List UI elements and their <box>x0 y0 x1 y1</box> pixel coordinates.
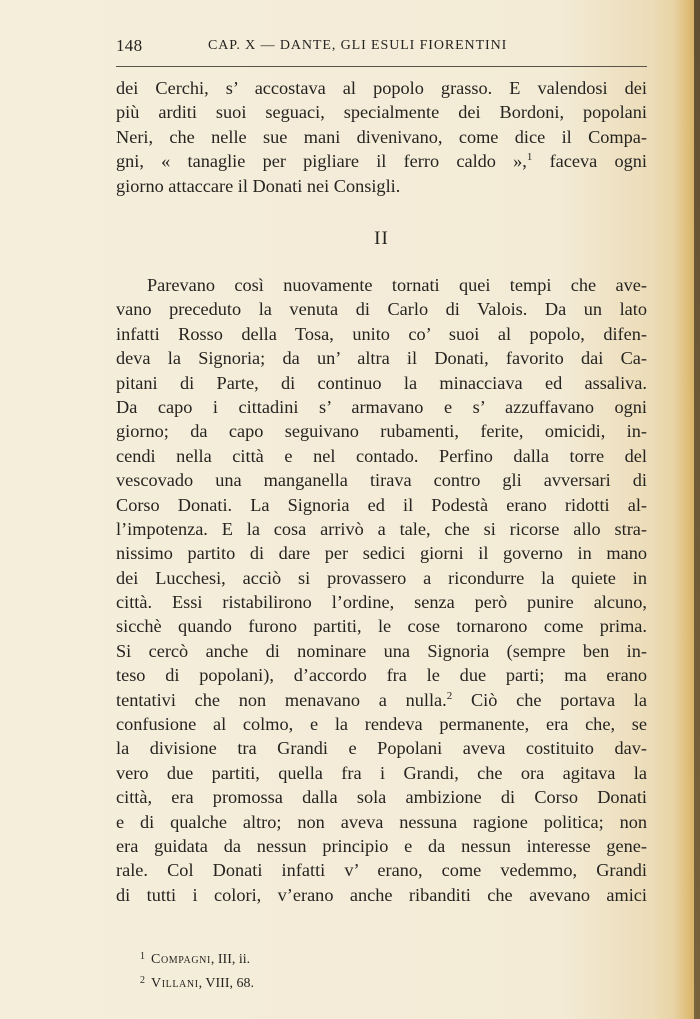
text-line: la divisione tra Grandi e Popolani aveva costituito dav- <box>116 738 647 759</box>
text-line-with-footnote-ref <box>116 149 647 173</box>
footnote <box>140 946 254 970</box>
text-line: di tutti i colori, v’erano anche ribanditi che avevano amici <box>116 884 647 905</box>
text-line: teso di popolani), d’accordo fra le due parti; ma erano <box>116 665 647 686</box>
text-line: e di qualche altro; non aveva nessuna ragione politica; non <box>116 811 647 832</box>
text-line: Da capo i cittadini s’ armavano e s’ azzuffavano ogni <box>116 396 647 417</box>
text-line-with-footnote-ref <box>116 688 647 712</box>
text-line: vescovado una manganella tirava contro gli avversari di <box>116 470 647 491</box>
text-line: pitani di Parte, di continuo la minacciava ed assaliva. <box>116 372 647 393</box>
text-line: rale. Col Donati infatti v’ erano, come vedemmo, Grandi <box>116 860 647 881</box>
text-line: più arditi suoi seguaci, specialmente dei Bordoni, popolani <box>116 102 647 123</box>
text-line: giorno; da capo seguivano rubamenti, ferite, omicidi, in- <box>116 421 647 442</box>
page-edge <box>694 0 700 1019</box>
text-line: dei Lucchesi, acciò si provassero a ricondurre la quiete in <box>116 567 647 588</box>
header-rule <box>116 66 647 67</box>
text-line: l’impotenza. E la cosa arrivò a tale, che si ricorse allo stra- <box>116 518 647 539</box>
footnote-mark: 1 <box>140 951 145 962</box>
text-line: era guidata da nessun principio e da nessun interesse gene- <box>116 835 647 856</box>
footnotes <box>140 946 254 994</box>
footnote-reference: , III, ii. <box>210 952 251 967</box>
text-line: cendi nella città e nel contado. Perfino dalla torre del <box>116 445 647 466</box>
text-line: dei Cerchi, s’ accostava al popolo grasso. E valendosi dei <box>116 78 647 98</box>
text-line: città. Essi ristabilirono l’ordine, senza però punire alcuno, <box>116 592 647 613</box>
text-segment: gni, « tanaglie per pigliare il ferro caldo », <box>116 151 527 172</box>
text-line: vero due partiti, quella fra i Grandi, che ora agitava la <box>116 762 647 783</box>
text-line: giorno attaccare il Donati nei Consigli. <box>116 175 401 196</box>
page-number: 148 <box>116 36 143 55</box>
text-line: sicchè quando furono partiti, le cose tornarono come prima. <box>116 616 647 637</box>
footnote-ref: 2 <box>446 689 453 702</box>
text-line: infatti Rosso della Tosa, unito co’ suoi al popolo, difen- <box>116 323 647 344</box>
footnote-source: Compagni <box>151 952 211 967</box>
text-line: Si cercò anche di nominare una Signoria (sempre ben in- <box>116 640 647 661</box>
text-segment: Ciò che portava la <box>452 689 647 710</box>
running-title: CAP. X — DANTE, GLI ESULI FIORENTINI <box>208 38 508 53</box>
footnote-reference: , VIII, 68. <box>198 976 254 991</box>
text-line: Parevano così nuovamente tornati quei tempi che ave- <box>147 275 647 295</box>
text-line: nissimo partito di dare per sedici giorni il governo in mano <box>116 543 647 564</box>
section-heading: II <box>374 228 389 249</box>
footnote <box>140 970 254 994</box>
text-line: città, era promossa dalla sola ambizione di Corso Donati <box>116 787 647 808</box>
text-line: vano preceduto la venuta di Carlo di Valois. Da un lato <box>116 299 647 320</box>
footnote-mark: 2 <box>140 975 145 986</box>
text-segment: tentativi che non menavano a nulla. <box>116 689 447 710</box>
text-line: deva la Signoria; da un’ altra il Donati, favorito dai Ca- <box>116 348 647 369</box>
running-header <box>116 36 647 60</box>
text-line: Neri, che nelle sue mani divenivano, come dice il Compa- <box>116 126 647 147</box>
text-segment: faceva ogni <box>532 151 647 172</box>
footnote-ref: 1 <box>526 151 533 164</box>
text-line: Corso Donati. La Signoria ed il Podestà erano ridotti al- <box>116 494 647 515</box>
paragraph <box>116 273 647 907</box>
footnote-source: Villani <box>151 976 199 991</box>
text-line: confusione al colmo, e la rendeva permanente, era che, se <box>116 714 647 735</box>
paragraph-continued <box>116 76 647 198</box>
